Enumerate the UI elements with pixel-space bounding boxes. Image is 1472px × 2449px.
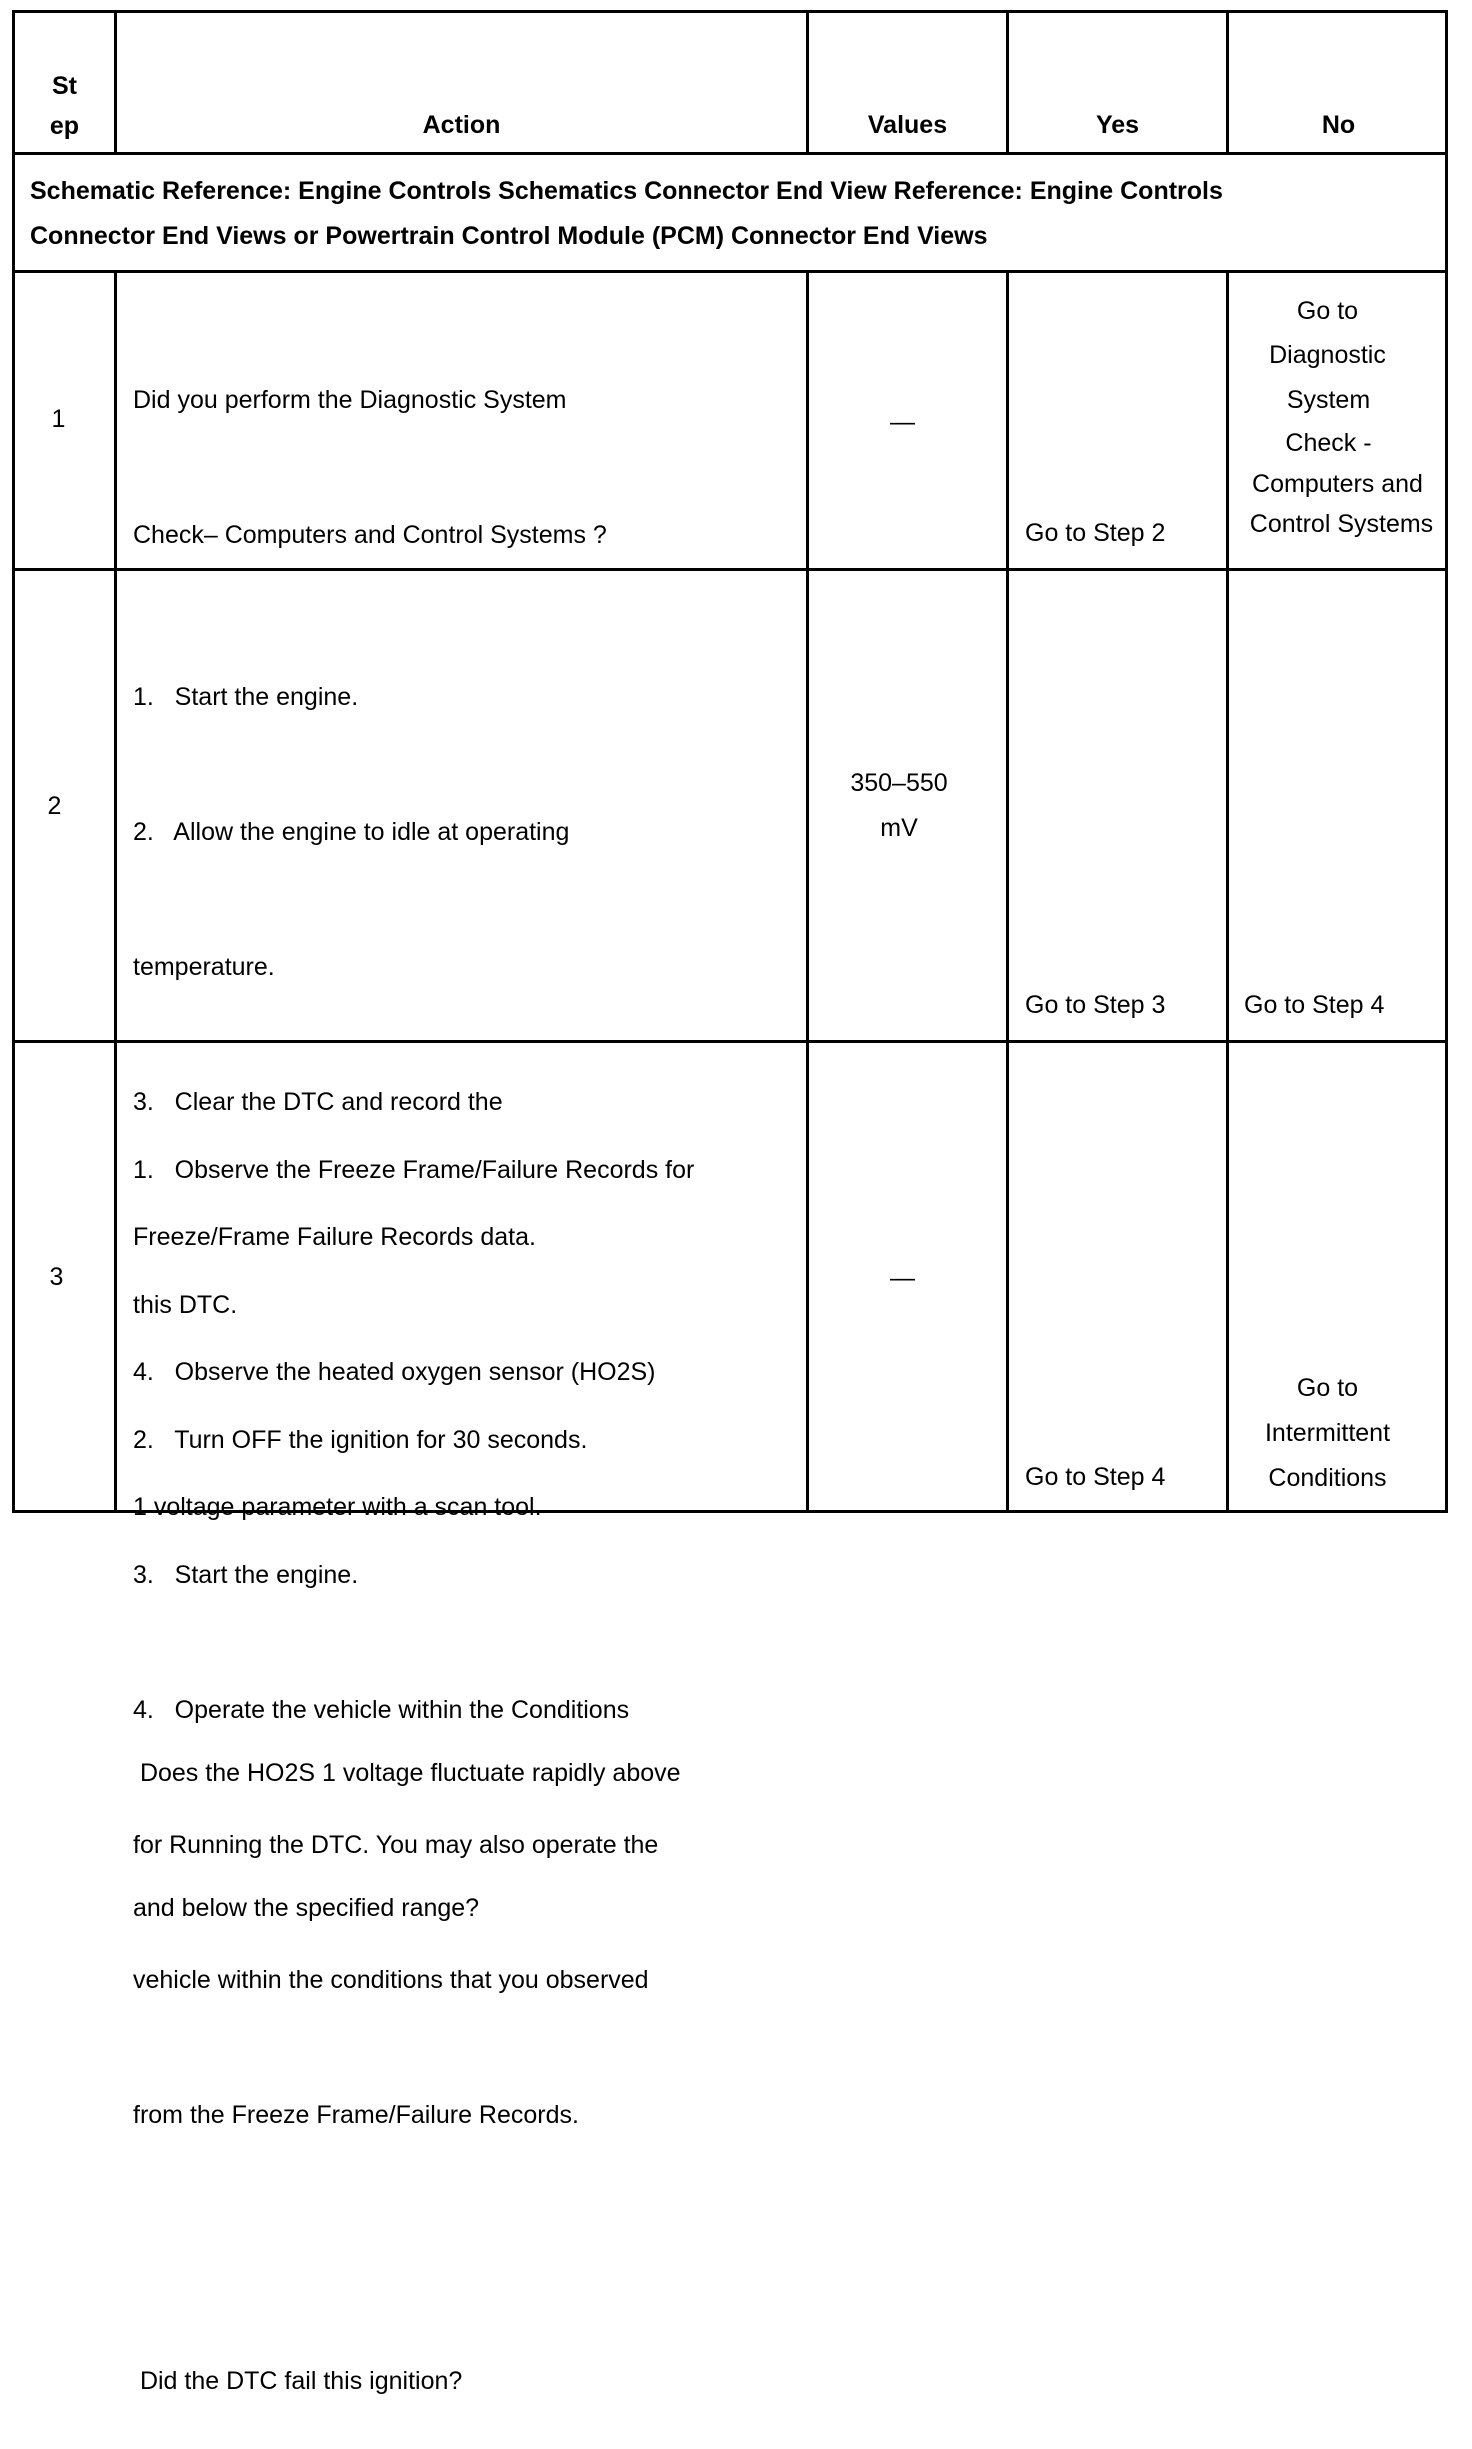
no-line: Go to: [1296, 1374, 1359, 1402]
action-text: [133, 1058, 793, 2449]
header-values: Values: [867, 111, 948, 139]
value-line: mV: [880, 814, 918, 842]
no-line: Computers and: [1252, 470, 1423, 498]
column-divider: [806, 270, 809, 1513]
header-yes: Yes: [1095, 111, 1140, 139]
action-line: Did you perform the Diagnostic System: [133, 386, 567, 414]
yes-link[interactable]: Go to Step 2: [1025, 519, 1166, 547]
action-line: 2. Turn OFF the ignition for 30 seconds.: [133, 1426, 588, 1454]
action-line: 4. Operate the vehicle within the Conditions: [133, 1696, 630, 1724]
value-text: —: [890, 1264, 915, 1292]
action-line: from the Freeze Frame/Failure Records.: [133, 2101, 579, 2129]
value-text: [809, 761, 989, 851]
no-link[interactable]: Go to Step 4: [1244, 991, 1385, 1019]
action-line: Does the HO2S 1 voltage fluctuate rapidly above: [133, 1759, 681, 1787]
no-line: Control Systems: [1249, 510, 1434, 538]
header-no: No: [1321, 111, 1356, 139]
action-line: 1. Start the engine.: [133, 683, 359, 711]
no-line: System: [1286, 386, 1371, 414]
action-text: [133, 288, 793, 603]
step-number: 3: [49, 1263, 64, 1291]
row-divider: [12, 270, 1448, 273]
action-line: 1 voltage parameter with a scan tool.: [133, 1493, 542, 1521]
action-line: temperature.: [133, 953, 275, 981]
step-number: 1: [51, 405, 66, 433]
no-link[interactable]: [1229, 290, 1448, 544]
schematic-reference-line1: Schematic Reference: Engine Controls Schematics Connector End View Reference: Engine Controls: [30, 177, 1223, 205]
action-line: and below the specified range?: [133, 1894, 480, 1922]
header-action: Action: [422, 111, 501, 139]
yes-link[interactable]: Go to Step 4: [1025, 1463, 1166, 1491]
action-line: Did the DTC fail this ignition?: [133, 2367, 463, 2395]
action-line: 3. Start the engine.: [133, 1561, 359, 1589]
no-line: Diagnostic: [1269, 341, 1386, 369]
row-divider: [12, 152, 1448, 155]
action-line: this DTC.: [133, 1291, 238, 1319]
column-divider: [114, 270, 117, 1513]
action-line: vehicle within the conditions that you observed: [133, 1966, 649, 1994]
column-divider: [1006, 270, 1009, 1513]
schematic-reference-line2: Connector End Views or Powertrain Control Module (PCM) Connector End Views: [30, 222, 988, 250]
action-line: 4. Observe the heated oxygen sensor (HO2S): [133, 1358, 656, 1386]
no-line: Conditions: [1268, 1464, 1387, 1492]
header-step: St ep: [49, 72, 80, 140]
no-line: Go to: [1296, 297, 1359, 325]
no-link[interactable]: [1229, 1366, 1426, 1501]
action-line: 3. Clear the DTC and record the: [133, 1088, 503, 1116]
value-text: —: [890, 408, 915, 436]
action-line: [133, 2228, 793, 2269]
action-line: Check– Computers and Control Systems ?: [133, 521, 607, 549]
value-line: 350–550: [850, 769, 948, 797]
no-line: Check -: [1285, 429, 1372, 457]
action-line: for Running the DTC. You may also operate the: [133, 1831, 659, 1859]
action-line: Freeze/Frame Failure Records data.: [133, 1223, 536, 1251]
yes-link[interactable]: Go to Step 3: [1025, 991, 1166, 1019]
step-number: 2: [47, 792, 62, 820]
action-line: 2. Allow the engine to idle at operating: [133, 818, 570, 846]
action-line: 1. Observe the Freeze Frame/Failure Records for: [133, 1156, 695, 1184]
no-line: Intermittent: [1264, 1419, 1391, 1447]
